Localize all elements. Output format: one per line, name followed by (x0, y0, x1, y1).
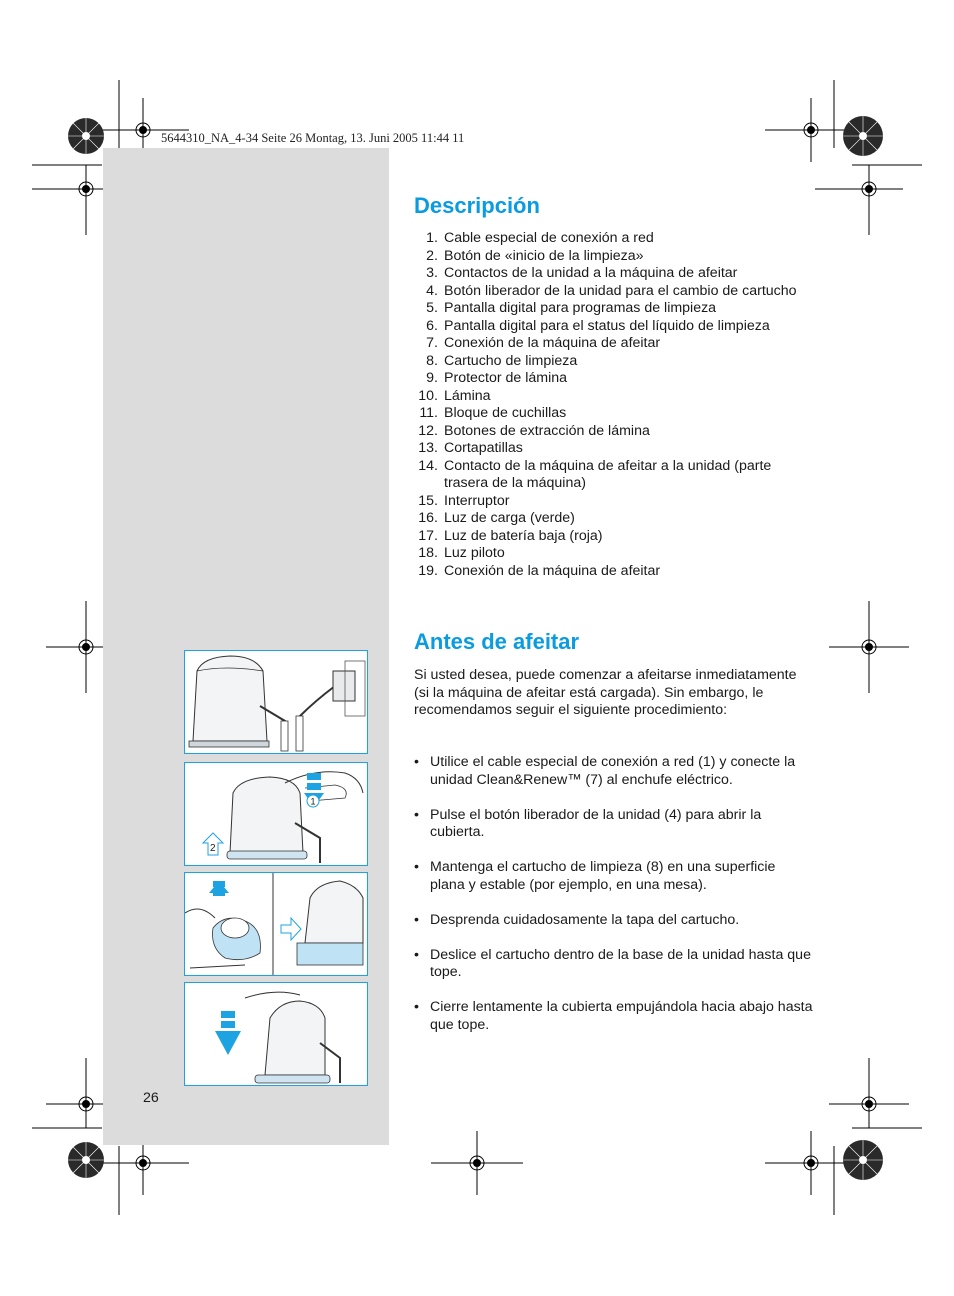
list-item-number: 14. (418, 457, 438, 474)
before-shaving-title: Antes de afeitar (414, 629, 580, 654)
list-item (414, 370, 814, 388)
list-item-text: Luz de batería baja (roja) (444, 527, 603, 544)
list-item-text: Luz de carga (verde) (444, 510, 575, 526)
bullet-symbol: • (414, 911, 419, 928)
list-item (414, 545, 814, 563)
illustration-plug-in (184, 650, 368, 754)
list-item-number: 17. (418, 527, 438, 544)
list-item (414, 947, 814, 982)
list-item-number: 7. (426, 335, 438, 351)
list-item-number: 1. (426, 230, 438, 246)
list-item-number: 13. (418, 440, 438, 456)
before-shaving-intro: Si usted desea, puede comenzar a afeitarse inmediatamente (si la máquina de afeitar está cargada). Sin embargo, le recomendamos seguir el siguiente procedimiento: (414, 667, 797, 718)
description-title: Descripción (414, 193, 540, 218)
list-item (414, 230, 814, 248)
open-cover-image (185, 763, 367, 865)
list-item-text: Pantalla digital para el status del líquido de limpieza (444, 317, 770, 334)
list-item (414, 440, 814, 458)
list-item (414, 248, 814, 266)
list-item-number: 6. (426, 317, 438, 334)
list-item-number: 11. (419, 405, 438, 421)
list-item (414, 528, 814, 546)
illustration-cartridge (184, 872, 368, 976)
list-item (414, 563, 814, 581)
list-item (414, 493, 814, 511)
cleaning-unit-plug-image (185, 651, 367, 753)
list-item (414, 754, 814, 789)
list-item-number: 12. (418, 422, 438, 439)
list-item-text: Conexión de la máquina de afeitar (444, 562, 661, 579)
page-number: 26 (143, 1090, 159, 1106)
list-item (414, 405, 814, 423)
list-item-text: Botones de extracción de lámina (444, 422, 650, 439)
step-text: Deslice el cartucho dentro de la base de la unidad hasta que tope. (430, 946, 811, 980)
list-item-text: Cartucho de limpieza (444, 352, 578, 369)
step-text: Pulse el botón liberador de la unidad (4) para abrir la cubierta. (430, 806, 762, 840)
close-cover-image (185, 983, 367, 1085)
list-item-text: Interruptor (444, 492, 510, 509)
list-item-text: Bloque de cuchillas (444, 405, 567, 421)
list-item-number: 3. (426, 265, 438, 281)
list-item-text: Cable especial de conexión a red (444, 230, 654, 246)
list-item-text: Cortapatillas (444, 440, 523, 456)
list-item-text: Protector de lámina (444, 370, 568, 386)
list-item (414, 807, 814, 842)
bullet-symbol: • (414, 754, 419, 770)
step-text: Mantenga el cartucho de limpieza (8) en una superficie plana y estable (por ejemplo, en una mesa). (430, 859, 776, 893)
list-item (414, 458, 814, 493)
list-item-number: 4. (426, 282, 438, 299)
list-item (414, 999, 814, 1034)
fig-label-1: 1 (310, 796, 316, 807)
illustration-open-cover (184, 762, 368, 866)
cartridge-image (185, 873, 367, 975)
list-item (414, 859, 814, 894)
illustration-close-cover (184, 982, 368, 1086)
print-header: 5644310_NA_4-34 Seite 26 Montag, 13. Juni 2005 11:44 11 (161, 131, 465, 145)
list-item (414, 265, 814, 283)
list-item (414, 353, 814, 371)
list-item-number: 8. (426, 352, 438, 369)
list-item-text: Luz piloto (444, 545, 505, 561)
list-item-number: 9. (426, 370, 438, 386)
list-item-number: 10. (418, 387, 438, 404)
description-list (414, 230, 814, 580)
list-item (414, 318, 814, 336)
step-text: Desprenda cuidadosamente la tapa del cartucho. (430, 911, 740, 928)
steps-list (414, 754, 814, 1034)
bullet-symbol: • (414, 946, 419, 963)
fig-label-2: 2 (210, 843, 216, 854)
list-item-number: 19. (418, 562, 438, 579)
list-item (414, 300, 814, 318)
list-item (414, 912, 814, 930)
list-item-text: Botón de «inicio de la limpieza» (444, 247, 644, 264)
list-item-number: 16. (418, 510, 438, 526)
list-item-number: 5. (426, 300, 438, 316)
list-item (414, 283, 814, 301)
bullet-symbol: • (414, 999, 419, 1015)
list-item-text: Contactos de la unidad a la máquina de afeitar (444, 265, 738, 281)
bullet-symbol: • (414, 806, 419, 823)
bullet-symbol: • (414, 859, 419, 875)
list-item-text: Lámina (444, 387, 491, 404)
list-item-number: 2. (426, 247, 438, 264)
list-item (414, 388, 814, 406)
list-item-text: Pantalla digital para programas de limpieza (444, 300, 717, 316)
list-item (414, 335, 814, 353)
step-text: Utilice el cable especial de conexión a red (1) y conecte la unidad Clean&Renew™ (7) al enchufe eléctrico. (430, 754, 796, 788)
list-item (414, 423, 814, 441)
list-item-text: Conexión de la máquina de afeitar (444, 335, 661, 351)
list-item (414, 510, 814, 528)
list-item-number: 18. (418, 545, 438, 561)
list-item-number: 15. (418, 492, 438, 509)
list-item-text: Contacto de la máquina de afeitar a la unidad (parte trasera de la máquina) (444, 457, 772, 491)
list-item-text: Botón liberador de la unidad para el cambio de cartucho (444, 282, 797, 299)
step-text: Cierre lentamente la cubierta empujándola hacia abajo hasta que tope. (430, 999, 813, 1033)
